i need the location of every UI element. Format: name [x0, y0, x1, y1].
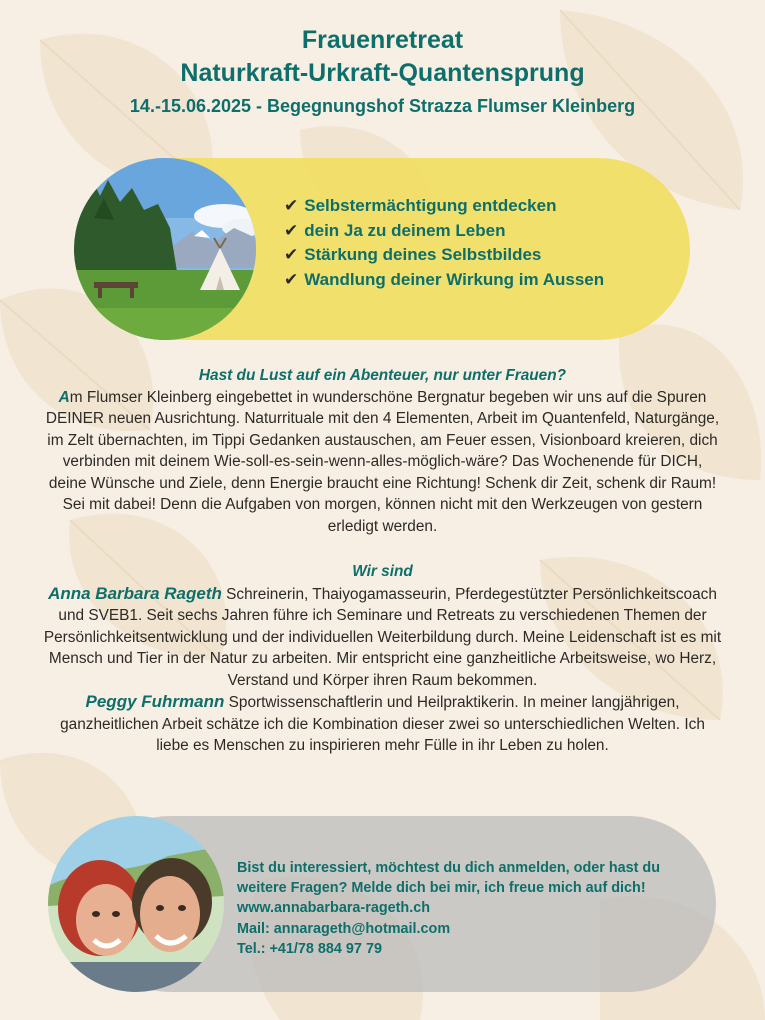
about-heading: Wir sind [352, 563, 413, 580]
tipi-landscape-photo [74, 158, 256, 340]
person-1-bio: Schreinerin, Thaiyogamasseurin, Pferdegestützter Persönlichkeitscoach und SVEB1. Seit sechs Jahren führe ich Seminare und Retreats zu verschiedenen Themen der Persönlichkeitsentwicklung und der individuellen Weiterbildung durch. Meine Leidenschaft ist es mit Mensch und Tier in der Natur zu arbeiten. Mir entspricht eine ganzheitliche Arbeitsweise, wo Herz, Verstand und Körper ihren Raum bekommen. [43, 585, 722, 689]
intro-section [42, 365, 723, 537]
email-link[interactable]: Mail: annarageth@hotmail.com [237, 920, 451, 937]
intro-question: Hast du Lust auf ein Abenteuer, nur unter Frauen? [198, 367, 567, 384]
about-section [42, 561, 723, 757]
about-person-1 [42, 583, 723, 692]
intro-text: Am Flumser Kleinberg eingebettet in wunderschöne Bergnatur begeben wir uns auf die Spuren DEINER neuen Ausrichtung. Naturrituale mit den 4 Elementen, Arbeit im Quantenfeld, Naturgänge, im Zelt übernachten, im Tippi Gedanken austauschen, am Feuer essen, Visionboard kreieren, dich verbinden mit deinem Wie-soll-es-sein-wenn-alles-möglich-wäre? Das Wochenende für DICH, deine Wünsche und Ziele, denn Energie braucht eine Richtung! Schenk dir Zeit, schenk dir Raum! Sei mit dabei! Denn die Aufgaben von morgen, können nicht mit den Werkzeugen von gestern erledigt werden. [45, 388, 720, 535]
check-icon: ✔ [284, 220, 299, 240]
list-item: ✔ Wandlung deiner Wirkung im Aussen [284, 269, 605, 289]
website-link[interactable]: www.annabarbara-rageth.ch [237, 900, 430, 917]
check-icon: ✔ [284, 196, 299, 215]
check-icon: ✔ [284, 245, 299, 264]
list-item: ✔ dein Ja zu deinem Leben [284, 220, 506, 240]
person-2-name: Peggy Fuhrmann [85, 692, 225, 711]
highlights-list [284, 194, 604, 292]
retreat-date-location: 14.-15.06.2025 - Begegnungshof Strazza Flumser Kleinberg [129, 96, 636, 116]
contact-text-line-2: weitere Fragen? Melde dich bei mir, ich freue mich auf dich! [237, 880, 646, 897]
person-2-bio: Sportwissenschaftlerin und Heilpraktikerin. In meiner langjährigen, ganzheitlichen Arbeit schätze ich die Kombination dieser zwei so unterschiedlichen Welten. Ich liebe es Menschen zu inspirieren mehr Fülle in ihr Leben zu holen. [60, 694, 705, 754]
retreat-title: Frauenretreat [301, 26, 464, 54]
retreat-subtitle: Naturkraft-Urkraft-Quantensprung [180, 59, 585, 87]
about-person-2 [42, 691, 723, 757]
check-icon: ✔ [284, 269, 299, 289]
intro-initial: A [58, 388, 70, 406]
list-item: ✔ Stärkung deines Selbstbildes [284, 245, 542, 264]
person-1-name: Anna Barbara Rageth [48, 583, 222, 603]
organizers-photo [48, 816, 224, 992]
phone-number[interactable]: Tel.: +41/78 884 97 79 [237, 940, 382, 957]
contact-text-line-1: Bist du interessiert, möchtest du dich anmelden, oder hast du [237, 860, 660, 876]
header [0, 24, 765, 120]
list-item: ✔ Selbstermächtigung entdecken [284, 196, 557, 215]
contact-info [237, 858, 697, 959]
